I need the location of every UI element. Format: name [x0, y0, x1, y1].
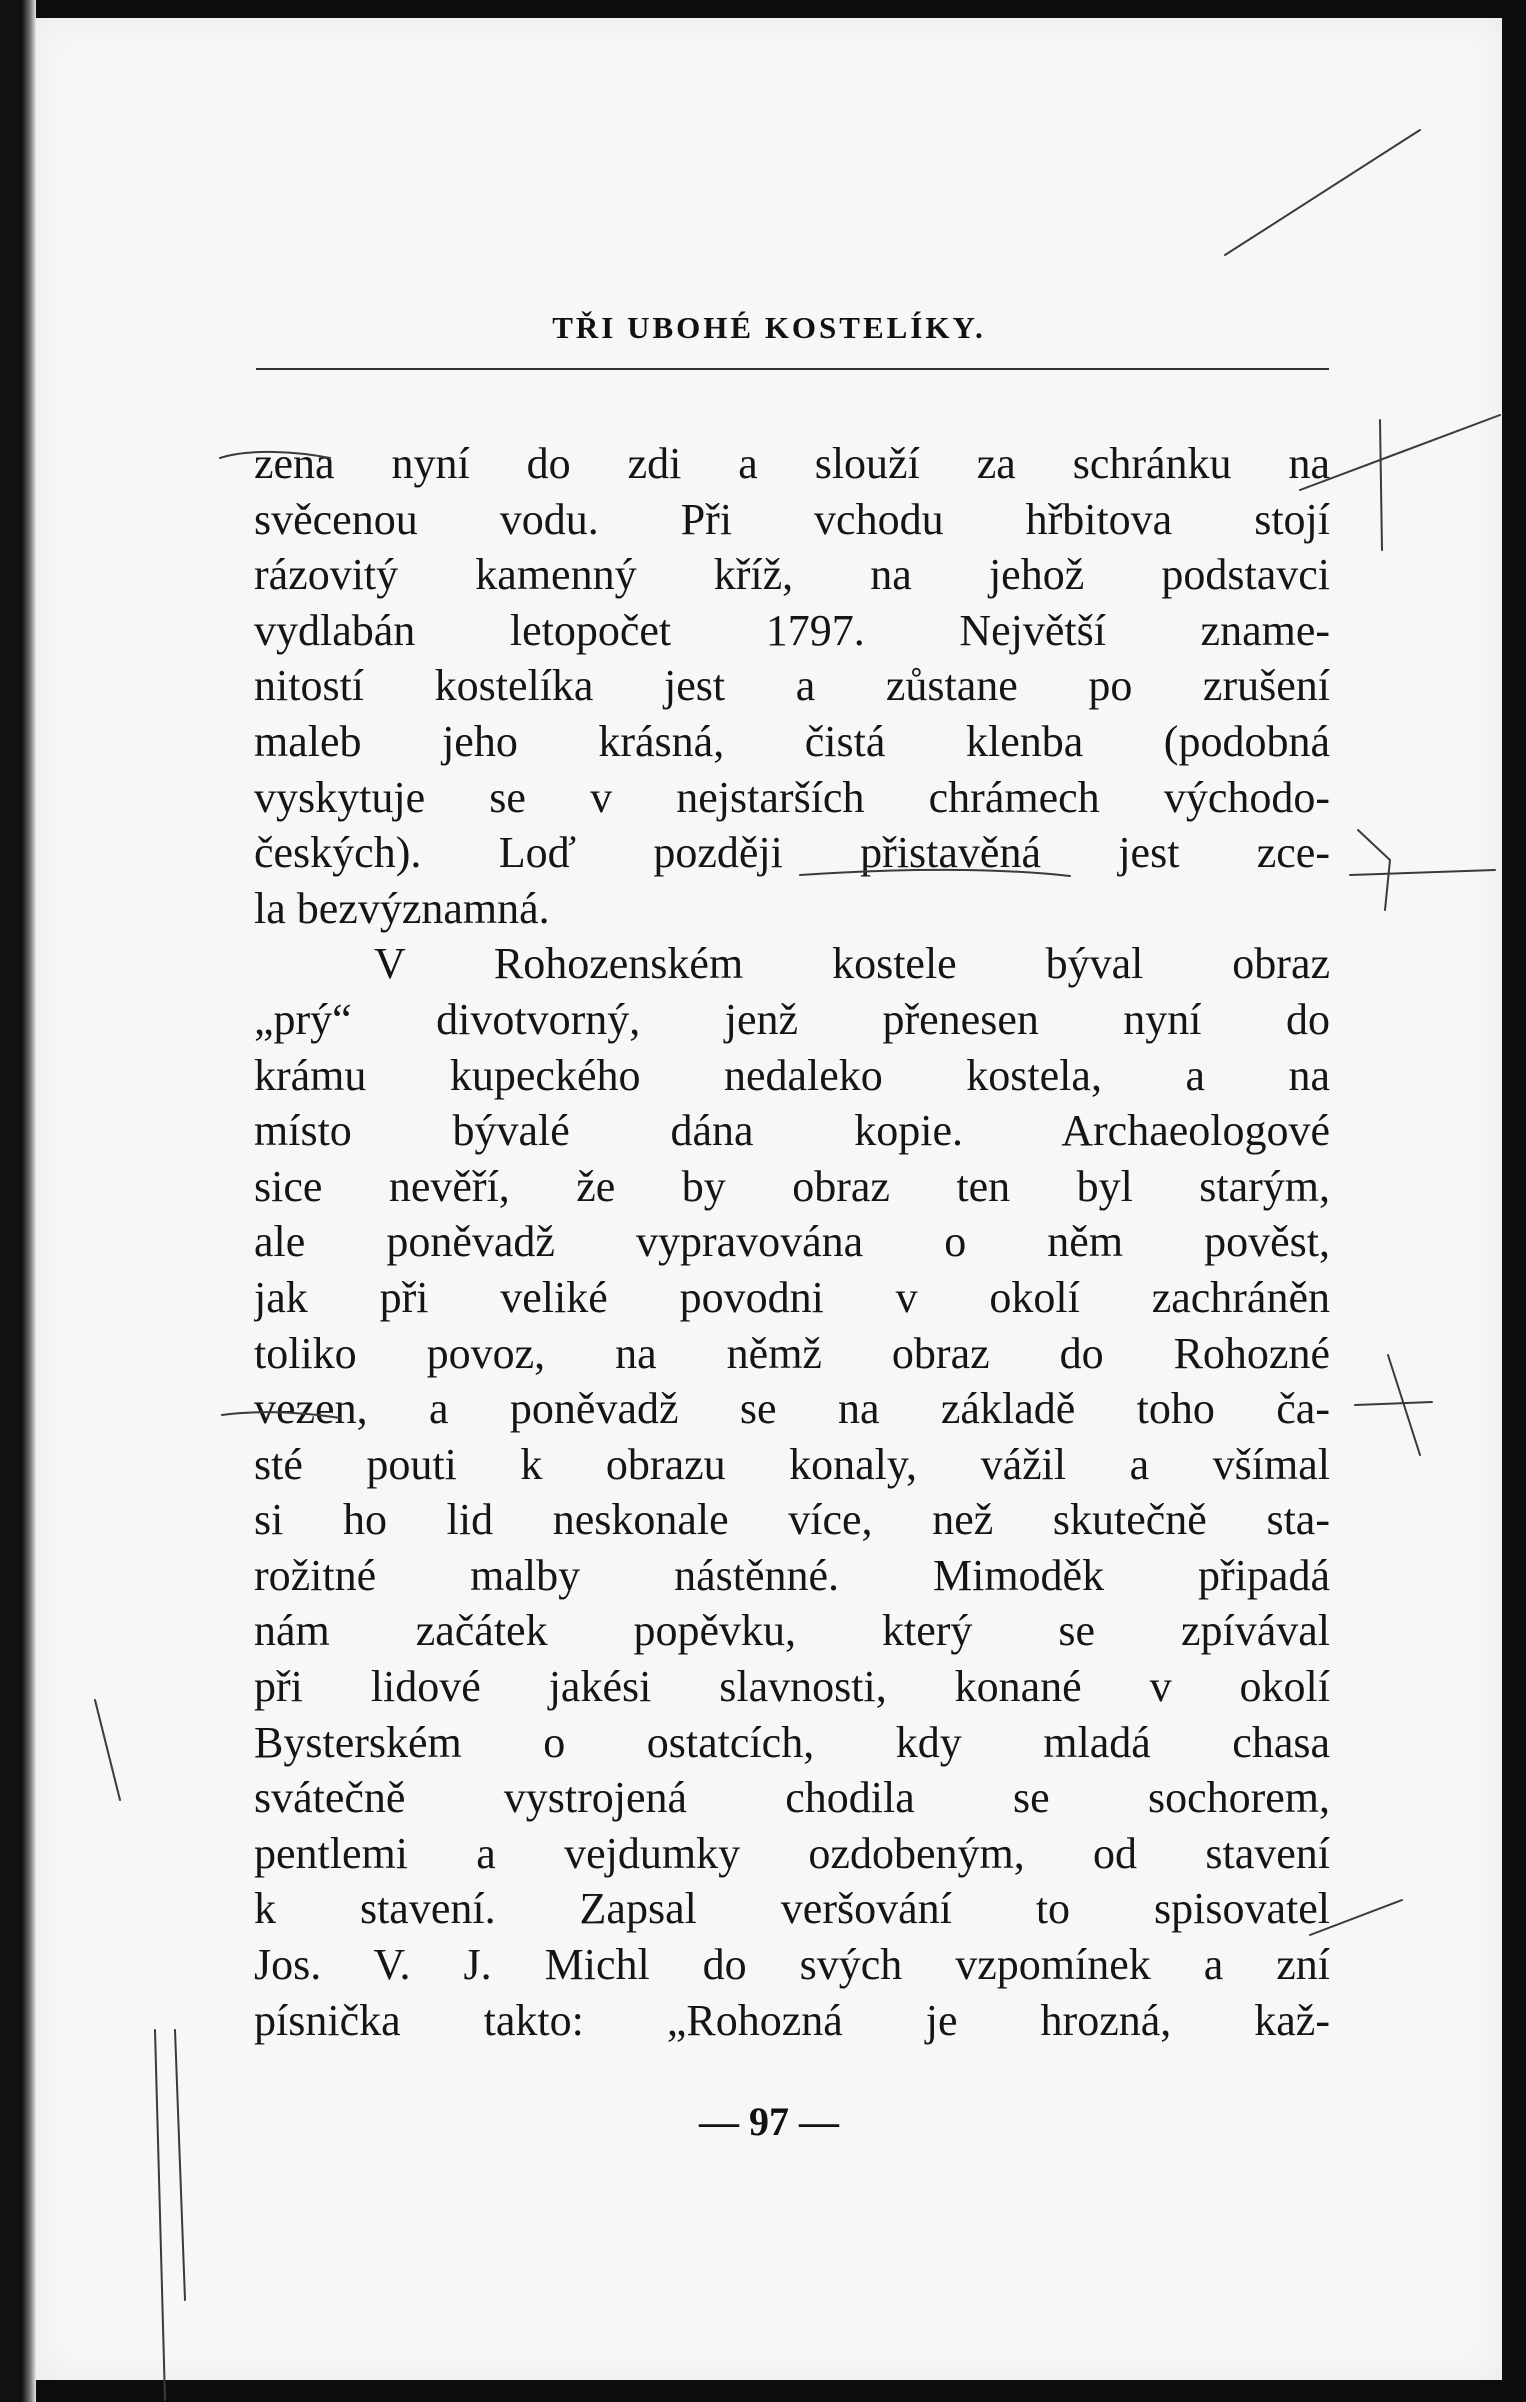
- text-line: jak při veliké povodni v okolí zachráněn: [254, 1272, 1330, 1322]
- page-number: — 97 —: [699, 2099, 839, 2144]
- body-text: [254, 436, 1330, 2048]
- text-line: místo bývalé dána kopie. Archaeologové: [254, 1106, 1330, 1156]
- text-line: si ho lid neskonale více, než skutečně sta-: [254, 1495, 1330, 1545]
- text-line: k stavení. Zapsal veršování to spisovatel: [254, 1884, 1330, 1934]
- text-line: krámu kupeckého nedaleko kostela, a na: [254, 1050, 1330, 1100]
- text-line: nitostí kostelíka jest a zůstane po zrušení: [254, 661, 1330, 711]
- running-head: TŘI UBOHÉ KOSTELÍKY.: [552, 310, 986, 345]
- text-line: svátečně vystrojená chodila se sochorem,: [254, 1773, 1330, 1823]
- book-page: [36, 18, 1502, 2380]
- text-line: vydlabán letopočet 1797. Největší zname-: [254, 605, 1330, 655]
- text-line: sice nevěří, že by obraz ten byl starým,: [254, 1161, 1330, 1211]
- text-line: při lidové jakési slavnosti, konané v okolí: [254, 1662, 1330, 1712]
- text-line: maleb jeho krásná, čistá klenba (podobná: [254, 716, 1330, 766]
- text-line: „prý“ divotvorný, jenž přenesen nyní do: [254, 994, 1330, 1044]
- text-line: rožitné malby nástěnné. Mimoděk připadá: [254, 1550, 1330, 1600]
- header-rule: [256, 368, 1329, 370]
- text-line: V Rohozenském kostele býval obraz: [374, 939, 1330, 989]
- text-line: toliko povoz, na němž obraz do Rohozné: [254, 1328, 1330, 1378]
- text-line: ale poněvadž vypravována o něm pověst,: [254, 1217, 1330, 1267]
- page-gutter-edge: [22, 0, 36, 2402]
- text-line: rázovitý kamenný kříž, na jehož podstavci: [254, 550, 1330, 600]
- text-line: pentlemi a vejdumky ozdobeným, od stavení: [254, 1828, 1330, 1878]
- text-line: la bezvýznamná.: [254, 883, 550, 933]
- text-line: vyskytuje se v nejstarších chrámech východo-: [254, 772, 1330, 822]
- text-line: svěcenou vodu. Při vchodu hřbitova stojí: [254, 494, 1330, 544]
- text-line: zena nyní do zdi a slouží za schránku na: [254, 439, 1330, 488]
- text-line: Jos. V. J. Michl do svých vzpomínek a zní: [254, 1940, 1330, 1990]
- text-line: Bysterském o ostatcích, kdy mladá chasa: [254, 1717, 1330, 1767]
- text-line: vezen, a poněvadž se na základě toho ča-: [254, 1384, 1330, 1434]
- text-line: českých). Loď později přistavěná jest zce-: [254, 828, 1330, 878]
- text-line: písnička takto: „Rohozná je hrozná, kaž-: [254, 1995, 1330, 2045]
- text-line: sté pouti k obrazu konaly, vážil a všímal: [254, 1439, 1330, 1489]
- text-line: nám začátek popěvku, který se zpívával: [254, 1606, 1330, 1656]
